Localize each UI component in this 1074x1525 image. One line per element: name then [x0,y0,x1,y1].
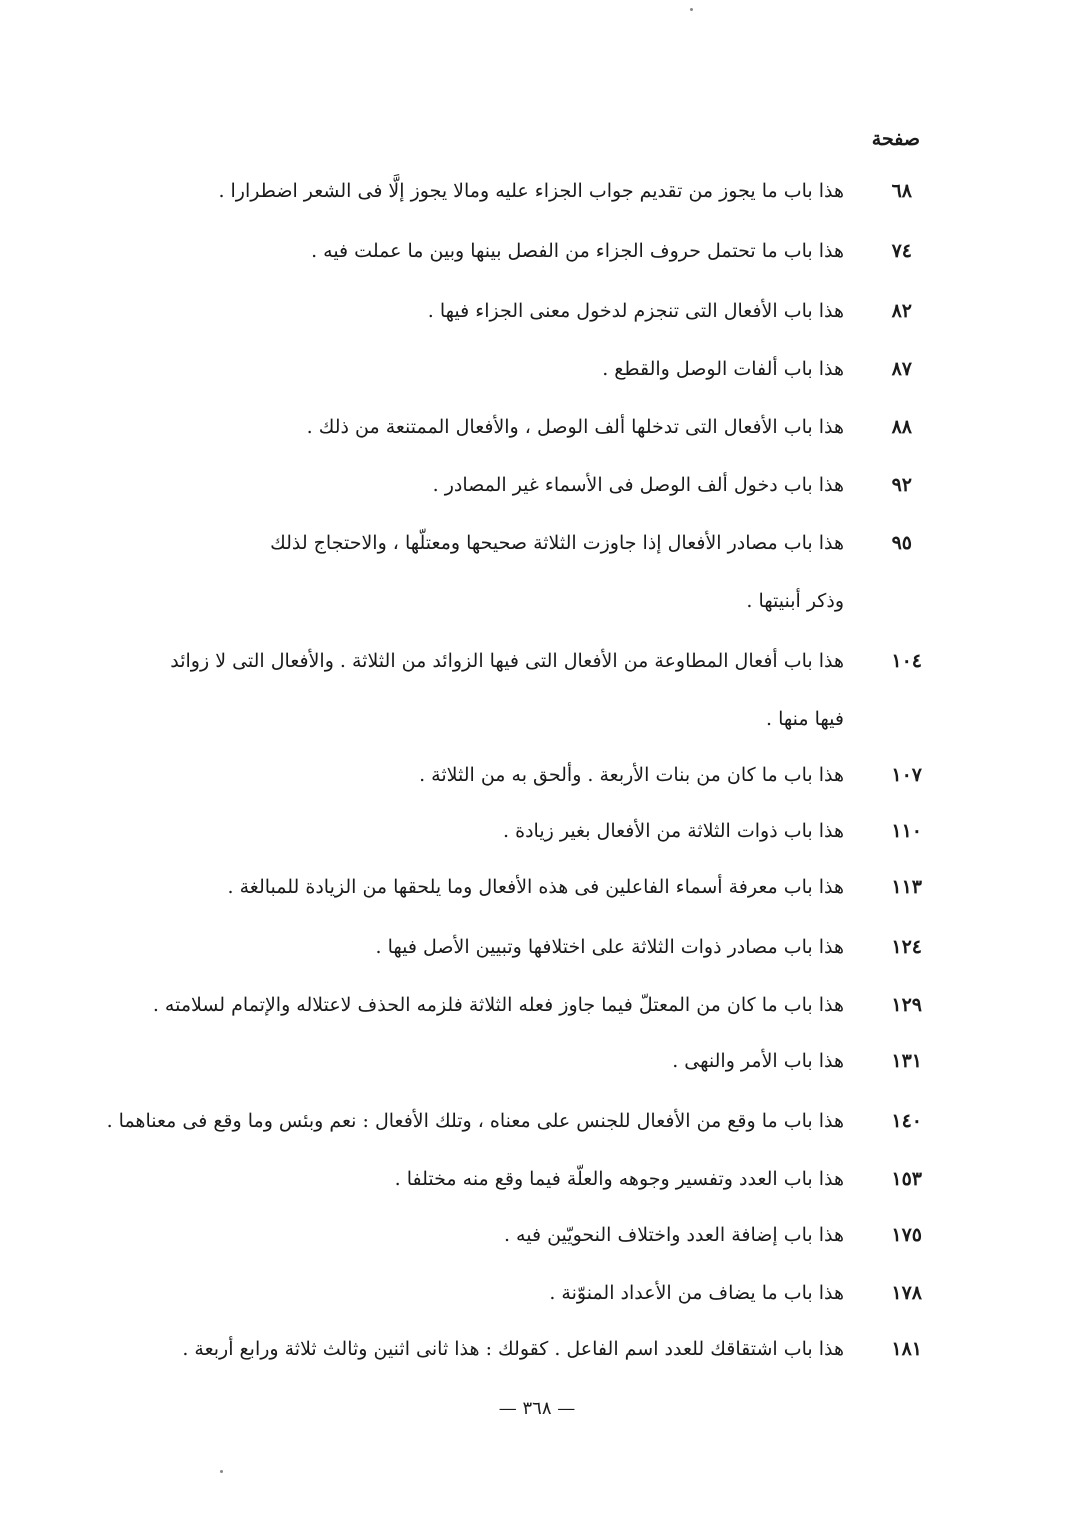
toc-entry [42,918,922,976]
toc-entry [42,746,922,804]
toc-entry-text: هذا باب معرفة أسماء الفاعلين فى هذه الأفعال وما يلحقها من الزيادة للمبالغة . [227,876,844,898]
toc-entry [42,1264,922,1322]
toc-entry-text: هذا باب الأفعال التى تنجزم لدخول معنى الجزاء فيها . [427,300,844,322]
scan-speck [220,1470,223,1473]
toc-page-number: ٩٢ [891,474,912,496]
toc-entry [32,514,912,630]
toc-page-number: ١٨١ [891,1338,922,1360]
toc-entry-text: هذا باب مصادر الأفعال إذا جاوزت الثلاثة صحيحها ومعتلّها ، والاحتجاج لذلك [270,532,844,554]
toc-entry-continuation: وذكر أبنيتها . [746,590,844,612]
toc-entry [42,456,912,514]
toc-page-number: ١٣١ [891,1050,922,1072]
toc-entry-continuation: فيها منها . [766,708,844,730]
toc-entry-text: هذا باب ما كان من المعتلّ فيما جاوز فعله الثلاثة فلزمه الحذف لاعتلاله والإتمام لسلامته . [152,994,844,1016]
toc-page-number: ١١٣ [891,876,922,898]
toc-entry [32,632,922,748]
toc-entry [42,1032,922,1090]
toc-page-number: ١٠٧ [891,764,922,786]
toc-entry [22,1092,922,1150]
toc-page-number: ١٢٩ [891,994,922,1016]
toc-entry [22,976,922,1034]
toc-entry-text: هذا باب مصادر ذوات الثلاثة على اختلافها وتبيين الأصل فيها . [375,936,844,958]
page-footer-number: — ٣٦٨ — [498,1398,576,1419]
toc-page-number: ١٥٣ [891,1168,922,1190]
toc-entry-text: هذا باب ما يجوز من تقديم جواب الجزاء عليه ومالا يجوز إلَّا فى الشعر اضطرارا . [218,180,844,202]
toc-entry-text: هذا باب الأمر والنهى . [672,1050,844,1072]
toc-entry-text: هذا باب اشتقاقك للعدد اسم الفاعل . كقولك : هذا ثانى اثنين وثالث ثلاثة ورابع أربعة . [182,1338,844,1360]
toc-page-number: ١٧٥ [891,1224,922,1246]
toc-entry [42,340,912,398]
toc-page-number: ١٢٤ [891,936,922,958]
toc-entry [42,222,912,280]
toc-entry-text: هذا باب أفعال المطاوعة من الأفعال التى فيها الزوائد من الثلاثة . والأفعال التى لا زوائد [170,650,844,672]
toc-entry-text: هذا باب ما كان من بنات الأربعة . وألحق به من الثلاثة . [419,764,844,786]
toc-entry-text: هذا باب ما يضاف من الأعداد المنوّنة . [549,1282,844,1304]
toc-page-number: ٦٨ [891,180,912,202]
toc-entry-text: هذا باب العدد وتفسير وجوهه والعلّة فيما وقع منه مختلفا . [394,1168,844,1190]
toc-entry-text: هذا باب إضافة العدد واختلاف النحويّين فيه . [503,1224,844,1246]
toc-entry-text: هذا باب ذوات الثلاثة من الأفعال بغير زيادة . [503,820,844,842]
toc-entry [42,162,912,220]
toc-page-number: ١٧٨ [891,1282,922,1304]
toc-entry [42,1150,922,1208]
toc-page-number: ٧٤ [891,240,912,262]
toc-entry [22,1320,922,1378]
toc-entry [42,398,912,456]
toc-page-number: ١١٠ [891,820,922,842]
toc-entry [42,1206,922,1264]
toc-entry [42,802,922,860]
toc-page-number: ٨٢ [891,300,912,322]
toc-entry [42,282,912,340]
toc-page-number: ١٠٤ [891,650,922,672]
toc-entry-text: هذا باب ما وقع من الأفعال للجنس على معناه ، وتلك الأفعال : نعم وبئس وما وقع فى معناهما . [106,1110,844,1132]
toc-entry [42,858,922,916]
toc-entry-text: هذا باب ألفات الوصل والقطع . [602,358,844,380]
toc-page-number: ٩٥ [891,532,912,554]
page-column-label: صفحة [871,128,920,150]
toc-entry-text: هذا باب دخول ألف الوصل فى الأسماء غير المصادر . [432,474,844,496]
toc-page-number: ١٤٠ [891,1110,922,1132]
toc-entry-text: هذا باب ما تحتمل حروف الجزاء من الفصل بينها وبين ما عملت فيه . [311,240,844,262]
scan-speck [690,8,693,11]
toc-entry-text: هذا باب الأفعال التى تدخلها ألف الوصل ، والأفعال الممتنعة من ذلك . [306,416,844,438]
toc-page-number: ٨٧ [891,358,912,380]
toc-page-number: ٨٨ [891,416,912,438]
